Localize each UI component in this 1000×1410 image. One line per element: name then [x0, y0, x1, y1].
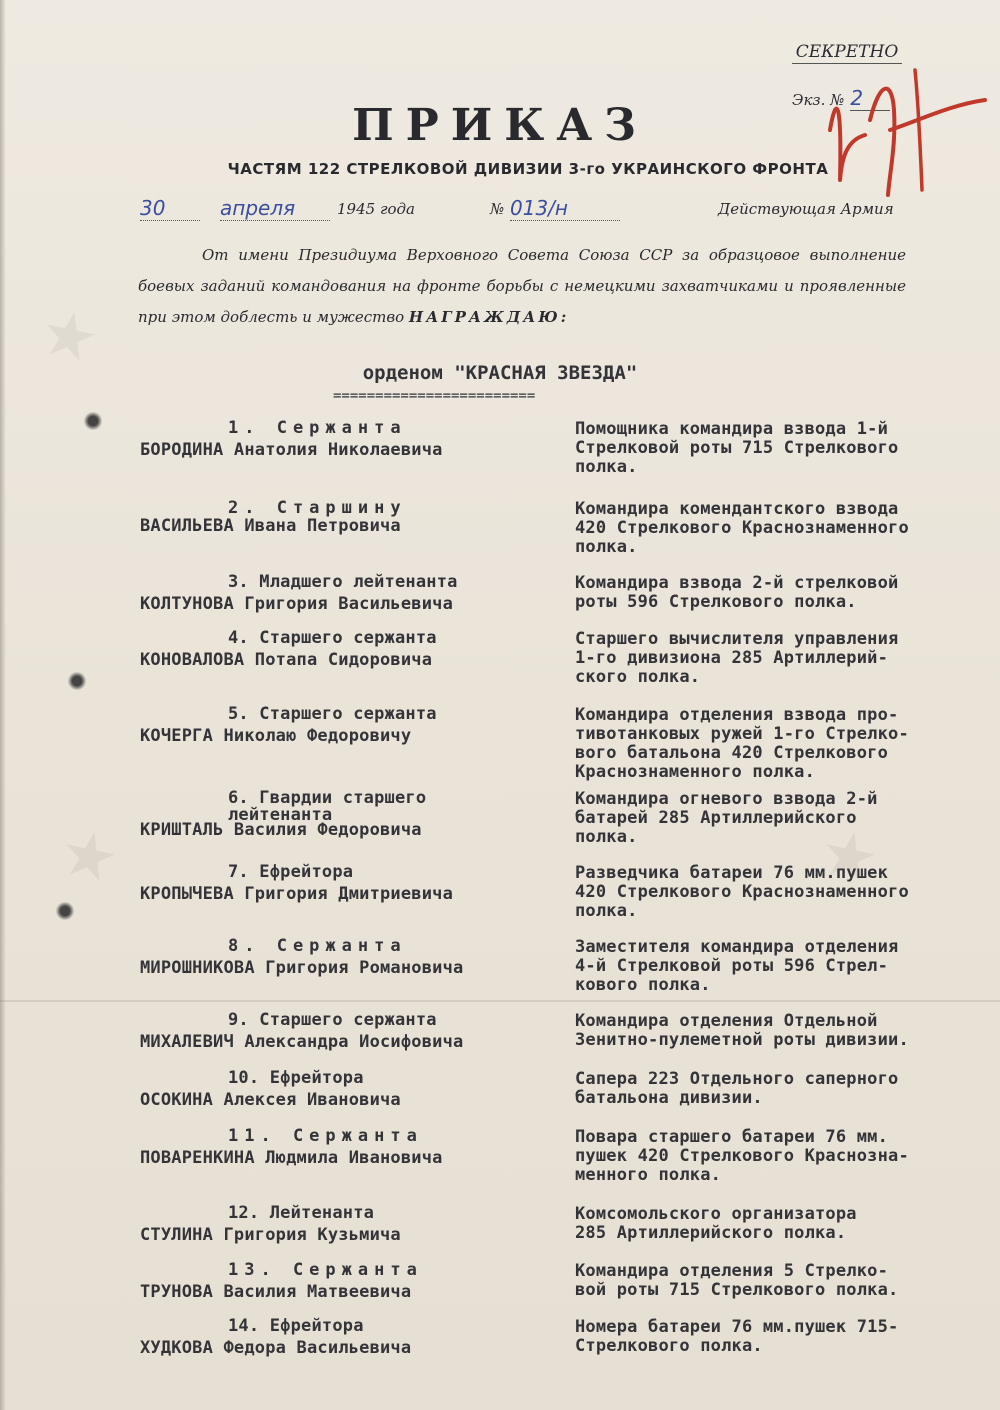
- date-month: апреля: [220, 196, 330, 221]
- entry-recipient-name: СТУЛИНА Григория Кузьмича: [140, 1225, 401, 1245]
- entry-recipient-name: ХУДКОВА Федора Васильевича: [140, 1338, 412, 1358]
- date-day: 30: [140, 196, 200, 221]
- watermark-icon: ★: [22, 293, 116, 381]
- copy-number-label: Экз. №: [792, 91, 845, 109]
- document-title: ПРИКАЗ: [352, 100, 648, 151]
- classification-label: СЕКРЕТНО: [792, 42, 902, 64]
- entry-rank: 8. Сержанта: [228, 936, 407, 956]
- entry-rank: 4. Старшего сержанта: [228, 628, 437, 648]
- entry-rank: 12. Лейтенанта: [228, 1203, 375, 1223]
- entry-rank: 11. Сержанта: [228, 1126, 423, 1146]
- entry-position: Заместителя командира отделения 4-й Стрелковой роты 596 Стрел- кового полка.: [575, 937, 899, 995]
- entry-recipient-name: ПОВАРЕНКИНА Людмила Ивановича: [140, 1148, 443, 1168]
- entry-recipient-name: КОНОВАЛОВА Потапа Сидоровича: [140, 650, 433, 670]
- order-heading-underline: ========================: [333, 388, 536, 404]
- entry-position: Старшего вычислителя управления 1-го дивизиона 285 Артиллерий- ского полка.: [575, 629, 899, 687]
- entry-position: Командира отделения 5 Стрелко- вой роты 715 Стрелкового полка.: [575, 1261, 899, 1300]
- entry-rank: 14. Ефрейтора: [228, 1316, 364, 1336]
- entry-position: Командира комендантского взвода 420 Стрелкового Краснознаменного полка.: [575, 499, 909, 557]
- entry-rank: 9. Старшего сержанта: [228, 1010, 437, 1030]
- order-number-label: №: [490, 200, 505, 218]
- entry-recipient-name: ТРУНОВА Василия Матвеевича: [140, 1282, 412, 1302]
- entry-rank: 10. Ефрейтора: [228, 1068, 364, 1088]
- entry-position: Командира отделения Отдельной Зенитно-пулеметной роты дивизии.: [575, 1011, 909, 1050]
- entry-recipient-name: КОЛТУНОВА Григория Васильевича: [140, 594, 454, 614]
- watermark-icon: ★: [802, 813, 896, 901]
- entry-position: Командира взвода 2-й стрелковой роты 596 Стрелкового полка.: [575, 573, 899, 612]
- army-label: Действующая Армия: [718, 200, 894, 218]
- entry-recipient-name: ОСОКИНА Алексея Ивановича: [140, 1090, 401, 1110]
- watermark-icon: ★: [42, 813, 136, 901]
- order-number-value: 013/н: [510, 196, 620, 221]
- date-year: 1945 года: [337, 200, 416, 218]
- entry-position: Сапера 223 Отдельного саперного батальона дивизии.: [575, 1069, 899, 1108]
- entry-rank: 7. Ефрейтора: [228, 862, 354, 882]
- entry-rank: 6. Гвардии старшего лейтенанта: [228, 788, 427, 825]
- entry-position: Номера батареи 76 мм.пушек 715- Стрелкового полка.: [575, 1317, 899, 1356]
- entry-position: Командира огневого взвода 2-й батарей 285 Артиллерийского полка.: [575, 789, 878, 847]
- entry-recipient-name: БОРОДИНА Анатолия Николаевича: [140, 440, 443, 460]
- entry-recipient-name: КРИШТАЛЬ Василия Федоровича: [140, 820, 422, 840]
- entry-recipient-name: КРОПЫЧЕВА Григория Дмитриевича: [140, 884, 454, 904]
- entry-position: Командира отделения взвода про- тивотанковых ружей 1-го Стрелко- вого батальона 420 Стрелкового Краснознаменного полка.: [575, 705, 909, 782]
- entry-recipient-name: МИХАЛЕВИЧ Александра Иосифовича: [140, 1032, 464, 1052]
- document-subtitle: ЧАСТЯМ 122 СТРЕЛКОВОЙ ДИВИЗИИ 3-го УКРАИНСКОГО ФРОНТА: [227, 160, 829, 178]
- preamble-text: От имени Президиума Верховного Совета Союза ССР за образцовое выполнение боевых заданий командования на фронте борьбы с немецкими захватчиками и проявленные при этом доблесть и мужество: [138, 246, 906, 326]
- entry-position: Повара старшего батареи 76 мм. пушек 420 Стрелкового Краснозна- менного полка.: [575, 1127, 909, 1185]
- entry-rank: 13. Сержанта: [228, 1260, 423, 1280]
- entry-recipient-name: МИРОШНИКОВА Григория Романовича: [140, 958, 464, 978]
- copy-number-value: 2: [850, 86, 890, 111]
- entry-recipient-name: КОЧЕРГА Николаю Федоровичу: [140, 726, 412, 746]
- entry-rank: 3. Младшего лейтенанта: [228, 572, 458, 592]
- entry-rank: 1. Сержанта: [228, 418, 407, 438]
- entry-position: Комсомольского организатора 285 Артиллерийского полка.: [575, 1204, 857, 1243]
- entry-rank: 2. Старшину: [228, 498, 407, 518]
- entry-position: Разведчика батареи 76 мм.пушек 420 Стрелкового Краснознаменного полка.: [575, 863, 909, 921]
- entry-recipient-name: ВАСИЛЬЕВА Ивана Петровича: [140, 516, 401, 536]
- entry-rank: 5. Старшего сержанта: [228, 704, 437, 724]
- order-heading: орденом "КРАСНАЯ ЗВЕЗДА": [362, 362, 638, 384]
- entry-position: Помощника командира взвода 1-й Стрелковой роты 715 Стрелкового полка.: [575, 419, 899, 477]
- award-word: НАГРАЖДАЮ:: [408, 308, 570, 326]
